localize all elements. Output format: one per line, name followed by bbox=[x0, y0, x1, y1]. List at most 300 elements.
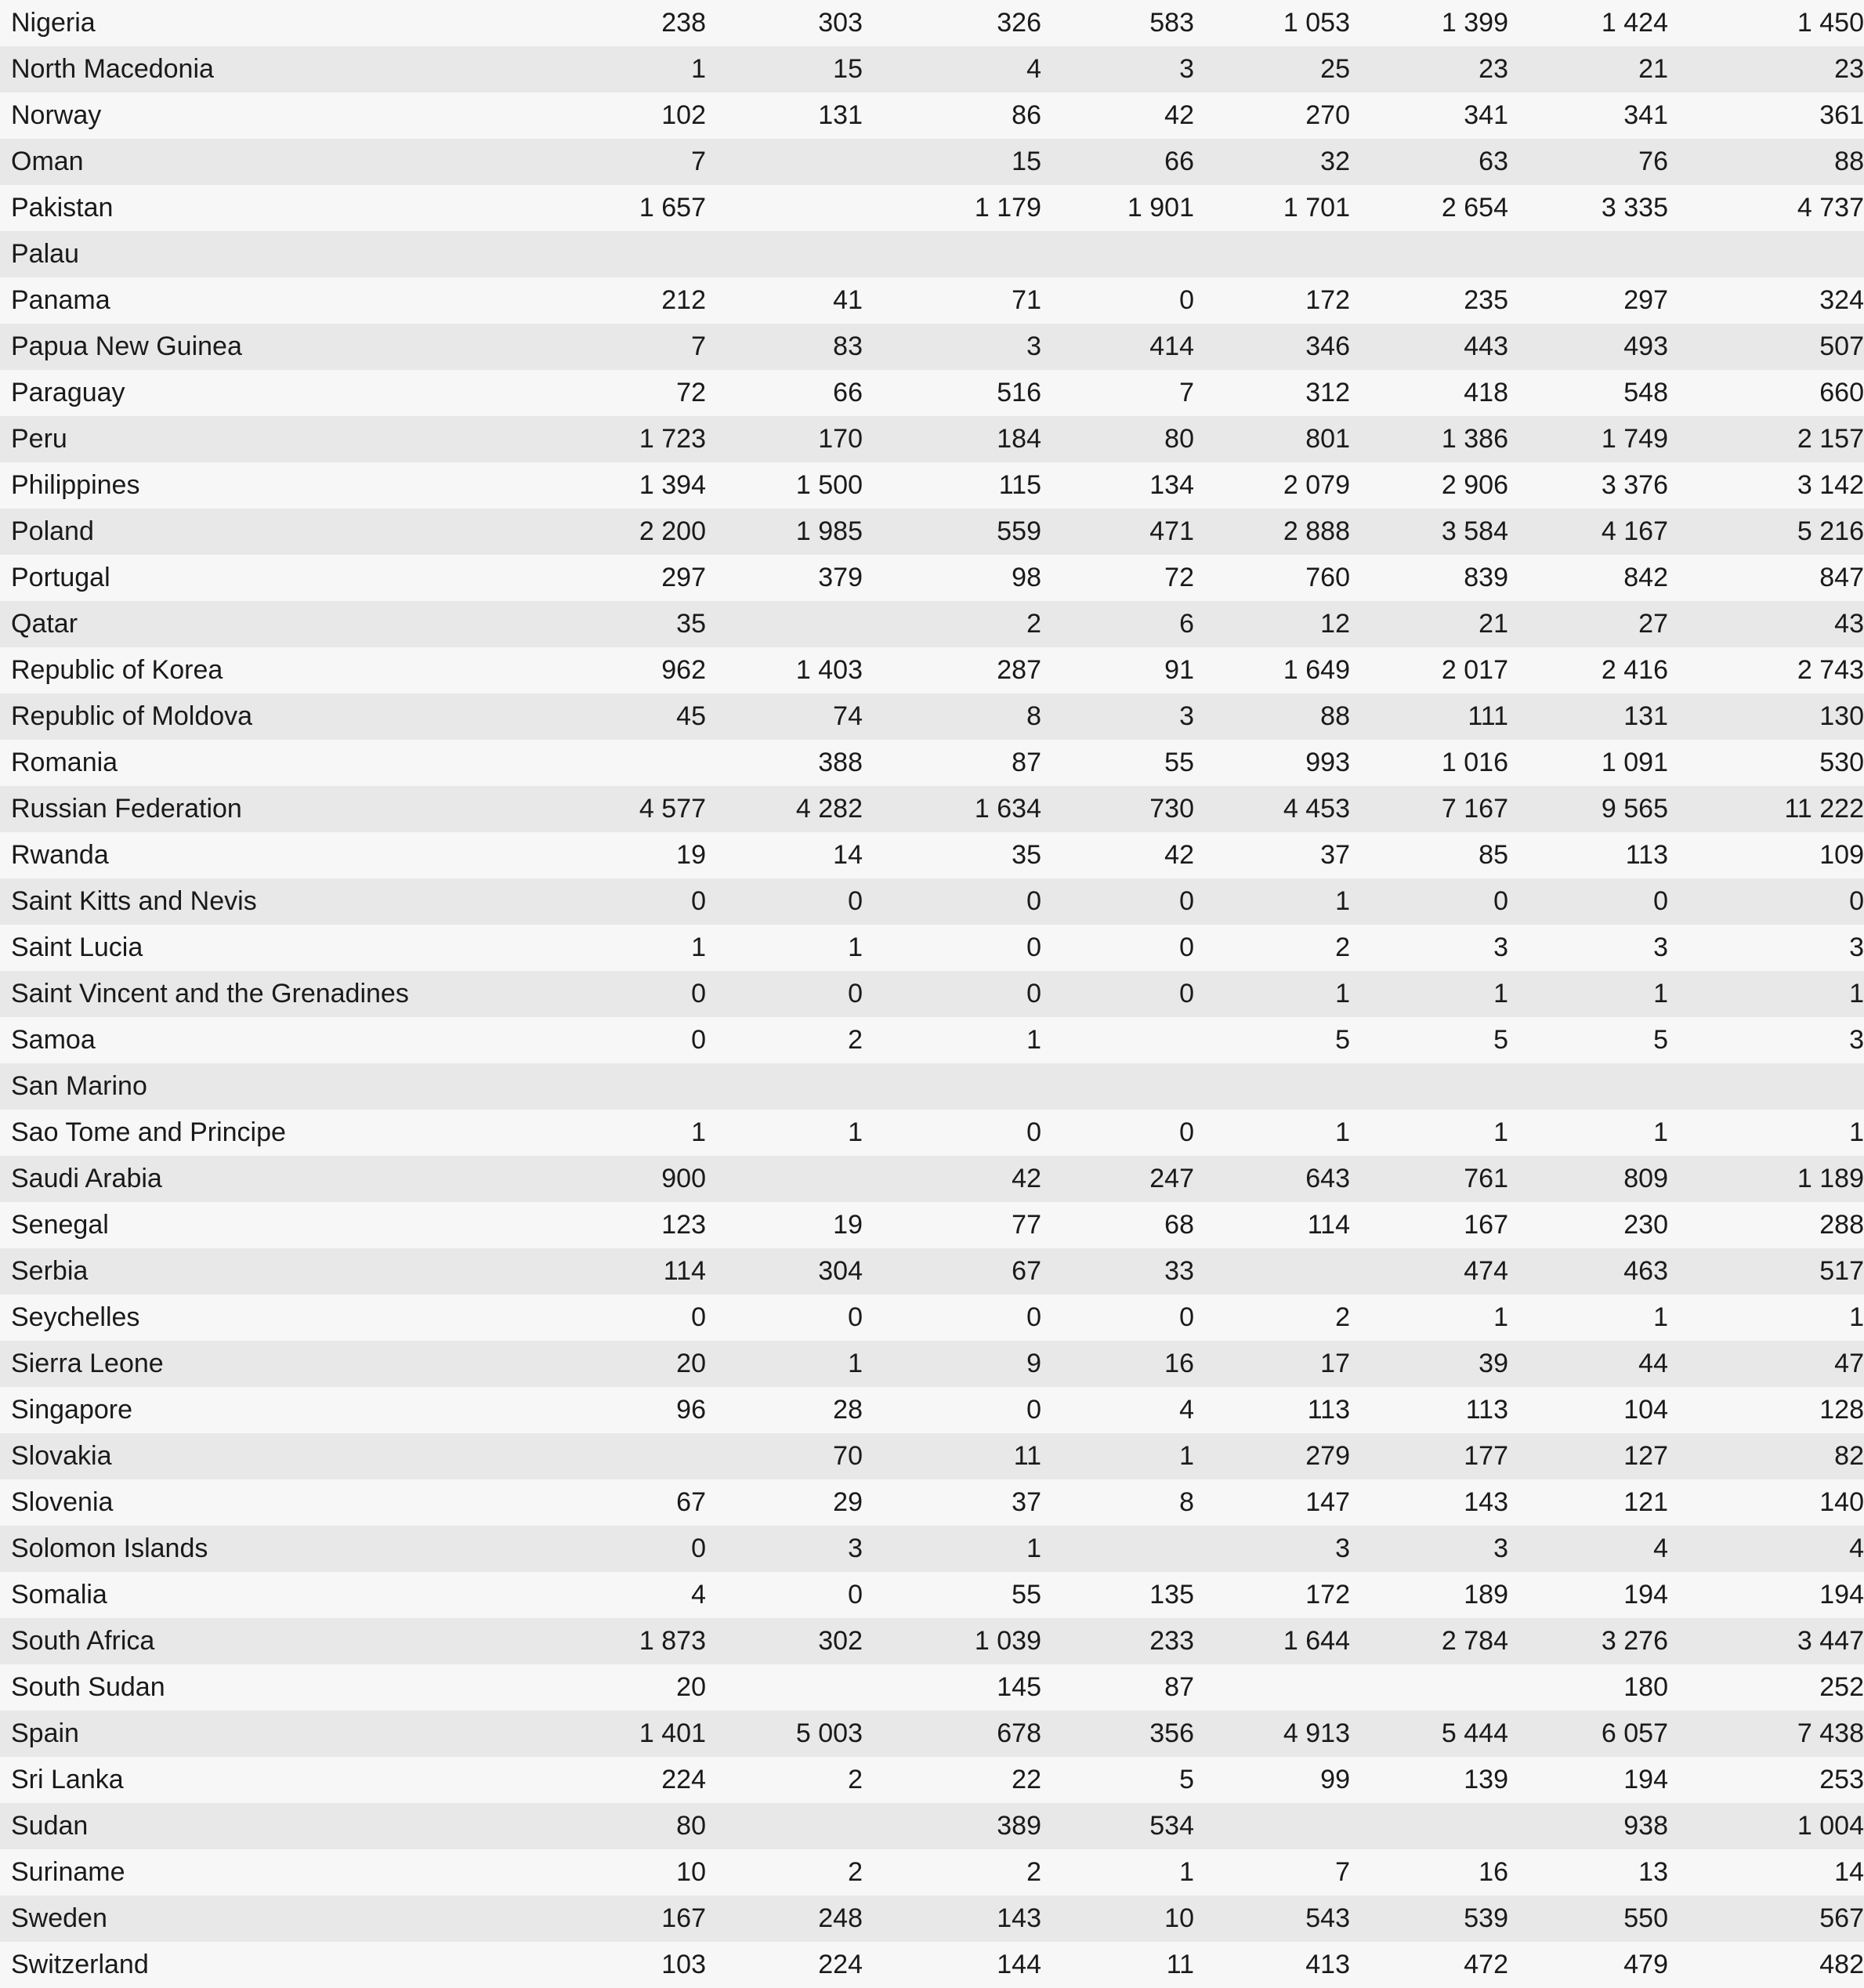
value-cell-col-5: 25 bbox=[1320, 54, 1350, 84]
value-cell-col-2: 14 bbox=[833, 840, 863, 870]
value-cell-col-2: 1 bbox=[848, 1349, 863, 1378]
country-name-cell: Serbia bbox=[11, 1256, 89, 1286]
value-cell-col-8: 2 157 bbox=[1797, 424, 1864, 454]
country-name-cell: South Africa bbox=[11, 1626, 155, 1656]
value-cell-col-1: 7 bbox=[691, 331, 706, 361]
value-cell-col-1: 0 bbox=[691, 886, 706, 916]
value-cell-col-6: 1 016 bbox=[1441, 748, 1508, 777]
value-cell-col-4: 5 bbox=[1179, 1765, 1194, 1794]
value-cell-col-1: 1 873 bbox=[639, 1626, 706, 1656]
value-cell-col-8: 3 447 bbox=[1797, 1626, 1864, 1656]
value-cell-col-5: 2 079 bbox=[1283, 470, 1350, 500]
value-cell-col-6: 39 bbox=[1479, 1349, 1508, 1378]
value-cell-col-5: 413 bbox=[1305, 1950, 1350, 1979]
value-cell-col-4: 0 bbox=[1179, 285, 1194, 315]
table-row bbox=[0, 786, 1864, 832]
value-cell-col-3: 0 bbox=[1026, 1302, 1041, 1332]
value-cell-col-1: 35 bbox=[676, 609, 706, 639]
value-cell-col-2: 170 bbox=[818, 424, 863, 454]
value-cell-col-3: 287 bbox=[997, 655, 1041, 685]
value-cell-col-7: 842 bbox=[1623, 563, 1668, 592]
value-cell-col-4: 0 bbox=[1179, 886, 1194, 916]
value-cell-col-1: 80 bbox=[676, 1811, 706, 1841]
value-cell-col-3: 1 bbox=[1026, 1534, 1041, 1563]
value-cell-col-2: 0 bbox=[848, 1580, 863, 1610]
value-cell-col-8: 507 bbox=[1819, 331, 1864, 361]
value-cell-col-4: 42 bbox=[1164, 100, 1194, 130]
country-name-cell: Sao Tome and Principe bbox=[11, 1117, 286, 1147]
table-row bbox=[0, 693, 1864, 740]
value-cell-col-1: 72 bbox=[676, 378, 706, 407]
value-cell-col-2: 224 bbox=[818, 1950, 863, 1979]
value-cell-col-2: 83 bbox=[833, 331, 863, 361]
value-cell-col-5: 1 bbox=[1335, 886, 1350, 916]
value-cell-col-2: 1 985 bbox=[795, 516, 863, 546]
value-cell-col-7: 341 bbox=[1623, 100, 1668, 130]
value-cell-col-6: 111 bbox=[1468, 701, 1508, 731]
value-cell-col-5: 4 913 bbox=[1283, 1718, 1350, 1748]
value-cell-col-8: 3 bbox=[1849, 932, 1864, 962]
value-cell-col-2: 379 bbox=[818, 563, 863, 592]
value-cell-col-8: 3 142 bbox=[1797, 470, 1864, 500]
value-cell-col-3: 0 bbox=[1026, 1117, 1041, 1147]
value-cell-col-2: 74 bbox=[833, 701, 863, 731]
value-cell-col-3: 0 bbox=[1026, 886, 1041, 916]
value-cell-col-6: 63 bbox=[1479, 147, 1508, 176]
value-cell-col-4: 68 bbox=[1164, 1210, 1194, 1240]
country-name-cell: Switzerland bbox=[11, 1950, 149, 1979]
value-cell-col-7: 3 276 bbox=[1601, 1626, 1668, 1656]
value-cell-col-2: 1 403 bbox=[795, 655, 863, 685]
value-cell-col-5: 801 bbox=[1305, 424, 1350, 454]
value-cell-col-2: 2 bbox=[848, 1765, 863, 1794]
value-cell-col-8: 1 450 bbox=[1797, 8, 1864, 38]
value-cell-col-1: 45 bbox=[676, 701, 706, 731]
value-cell-col-4: 471 bbox=[1149, 516, 1194, 546]
table-row bbox=[0, 555, 1864, 601]
value-cell-col-8: 252 bbox=[1819, 1672, 1864, 1702]
value-cell-col-6: 113 bbox=[1465, 1395, 1508, 1425]
value-cell-col-4: 0 bbox=[1179, 979, 1194, 1008]
value-cell-col-8: 128 bbox=[1819, 1395, 1864, 1425]
value-cell-col-1 bbox=[549, 1063, 706, 1110]
value-cell-col-5: 4 453 bbox=[1283, 794, 1350, 824]
value-cell-col-8: 47 bbox=[1834, 1349, 1864, 1378]
value-cell-col-5 bbox=[1194, 1248, 1350, 1295]
value-cell-col-7: 194 bbox=[1623, 1580, 1668, 1610]
table-row bbox=[0, 1803, 1864, 1849]
country-name-cell: Papua New Guinea bbox=[11, 331, 242, 361]
value-cell-col-2 bbox=[706, 139, 863, 185]
value-cell-col-6: 85 bbox=[1479, 840, 1508, 870]
value-cell-col-6: 2 017 bbox=[1441, 655, 1508, 685]
value-cell-col-4: 0 bbox=[1179, 1302, 1194, 1332]
value-cell-col-7: 4 167 bbox=[1601, 516, 1668, 546]
value-cell-col-2: 131 bbox=[818, 100, 863, 130]
value-cell-col-4: 247 bbox=[1149, 1164, 1194, 1193]
value-cell-col-6: 167 bbox=[1464, 1210, 1508, 1240]
value-cell-col-5: 147 bbox=[1305, 1487, 1350, 1517]
value-cell-col-2: 1 bbox=[848, 1117, 863, 1147]
value-cell-col-3: 143 bbox=[997, 1903, 1041, 1933]
value-cell-col-2 bbox=[706, 601, 863, 647]
value-cell-col-4: 6 bbox=[1179, 609, 1194, 639]
value-cell-col-3: 2 bbox=[1026, 1857, 1041, 1887]
table-row bbox=[0, 1757, 1864, 1803]
country-name-cell: Suriname bbox=[11, 1857, 125, 1887]
value-cell-col-8: 517 bbox=[1819, 1256, 1864, 1286]
value-cell-col-8: 1 189 bbox=[1797, 1164, 1864, 1193]
value-cell-col-3: 3 bbox=[1026, 331, 1041, 361]
value-cell-col-6: 5 444 bbox=[1441, 1718, 1508, 1748]
value-cell-col-6 bbox=[1350, 1803, 1508, 1849]
value-cell-col-4: 42 bbox=[1164, 840, 1194, 870]
value-cell-col-1: 2 200 bbox=[639, 516, 706, 546]
value-cell-col-6: 177 bbox=[1464, 1441, 1508, 1471]
value-cell-col-5: 270 bbox=[1305, 100, 1350, 130]
value-cell-col-3: 144 bbox=[997, 1950, 1041, 1979]
value-cell-col-6: 189 bbox=[1464, 1580, 1508, 1610]
value-cell-col-5: 99 bbox=[1320, 1765, 1350, 1794]
country-name-cell: Senegal bbox=[11, 1210, 109, 1240]
value-cell-col-7: 21 bbox=[1638, 54, 1668, 84]
value-cell-col-5: 543 bbox=[1305, 1903, 1350, 1933]
country-name-cell: Republic of Korea bbox=[11, 655, 223, 685]
value-cell-col-5: 5 bbox=[1335, 1025, 1350, 1055]
value-cell-col-3: 184 bbox=[997, 424, 1041, 454]
value-cell-col-3: 145 bbox=[997, 1672, 1041, 1702]
value-cell-col-4: 66 bbox=[1164, 147, 1194, 176]
value-cell-col-1: 67 bbox=[676, 1487, 706, 1517]
value-cell-col-7: 3 bbox=[1653, 932, 1668, 962]
value-cell-col-6: 1 bbox=[1493, 979, 1508, 1008]
value-cell-col-8: 109 bbox=[1819, 840, 1864, 870]
country-name-cell: Palau bbox=[11, 239, 79, 269]
value-cell-col-2: 1 500 bbox=[795, 470, 863, 500]
value-cell-col-8: 130 bbox=[1819, 701, 1864, 731]
value-cell-col-4: 1 901 bbox=[1127, 193, 1194, 223]
value-cell-col-3: 9 bbox=[1026, 1349, 1041, 1378]
value-cell-col-6: 3 bbox=[1493, 1534, 1508, 1563]
value-cell-col-5: 114 bbox=[1307, 1210, 1350, 1240]
table-row bbox=[0, 1711, 1864, 1757]
value-cell-col-3: 678 bbox=[997, 1718, 1041, 1748]
value-cell-col-5: 312 bbox=[1305, 378, 1350, 407]
value-cell-col-5: 760 bbox=[1305, 563, 1350, 592]
country-name-cell: Rwanda bbox=[11, 840, 109, 870]
value-cell-col-4: 80 bbox=[1164, 424, 1194, 454]
value-cell-col-3: 0 bbox=[1026, 979, 1041, 1008]
value-cell-col-8: 1 bbox=[1849, 1117, 1864, 1147]
country-name-cell: Slovenia bbox=[11, 1487, 114, 1517]
table-row bbox=[0, 92, 1864, 139]
value-cell-col-7: 9 565 bbox=[1601, 794, 1668, 824]
value-cell-col-4: 7 bbox=[1179, 378, 1194, 407]
value-cell-col-6: 2 654 bbox=[1441, 193, 1508, 223]
value-cell-col-7: 809 bbox=[1623, 1164, 1668, 1193]
value-cell-col-3 bbox=[863, 231, 1041, 277]
value-cell-col-8: 194 bbox=[1819, 1580, 1864, 1610]
value-cell-col-6: 23 bbox=[1479, 54, 1508, 84]
value-cell-col-5: 346 bbox=[1305, 331, 1350, 361]
value-cell-col-6: 839 bbox=[1464, 563, 1508, 592]
value-cell-col-3: 4 bbox=[1026, 54, 1041, 84]
value-cell-col-4: 87 bbox=[1164, 1672, 1194, 1702]
table-row bbox=[0, 1526, 1864, 1572]
value-cell-col-5: 172 bbox=[1305, 1580, 1350, 1610]
value-cell-col-2: 28 bbox=[833, 1395, 863, 1425]
value-cell-col-6: 3 bbox=[1493, 932, 1508, 962]
value-cell-col-1: 123 bbox=[661, 1210, 706, 1240]
value-cell-col-3: 37 bbox=[1012, 1487, 1041, 1517]
value-cell-col-7: 1 091 bbox=[1601, 748, 1668, 777]
value-cell-col-7: 2 416 bbox=[1601, 655, 1668, 685]
value-cell-col-7: 479 bbox=[1623, 1950, 1668, 1979]
value-cell-col-6: 539 bbox=[1464, 1903, 1508, 1933]
value-cell-col-4: 233 bbox=[1149, 1626, 1194, 1656]
value-cell-col-5: 1 644 bbox=[1283, 1626, 1350, 1656]
value-cell-col-7: 180 bbox=[1623, 1672, 1668, 1702]
value-cell-col-1: 102 bbox=[661, 100, 706, 130]
value-cell-col-1: 224 bbox=[661, 1765, 706, 1794]
value-cell-col-2 bbox=[706, 1664, 863, 1711]
value-cell-col-1 bbox=[549, 231, 706, 277]
value-cell-col-5: 993 bbox=[1305, 748, 1350, 777]
value-cell-col-7: 230 bbox=[1623, 1210, 1668, 1240]
value-cell-col-5: 1 053 bbox=[1283, 8, 1350, 38]
value-cell-col-6: 235 bbox=[1464, 285, 1508, 315]
value-cell-col-2: 5 003 bbox=[795, 1718, 863, 1748]
value-cell-col-3: 35 bbox=[1012, 840, 1041, 870]
country-name-cell: Slovakia bbox=[11, 1441, 112, 1471]
table-row bbox=[0, 1387, 1864, 1433]
value-cell-col-1: 0 bbox=[691, 1534, 706, 1563]
value-cell-col-2: 15 bbox=[833, 54, 863, 84]
value-cell-col-7: 113 bbox=[1625, 840, 1668, 870]
table-row bbox=[0, 1942, 1864, 1988]
table-row bbox=[0, 1063, 1864, 1110]
value-cell-col-3: 86 bbox=[1012, 100, 1041, 130]
value-cell-col-3: 559 bbox=[997, 516, 1041, 546]
value-cell-col-4: 0 bbox=[1179, 932, 1194, 962]
value-cell-col-8: 140 bbox=[1819, 1487, 1864, 1517]
value-cell-col-1: 10 bbox=[676, 1857, 706, 1887]
country-name-cell: Qatar bbox=[11, 609, 78, 639]
value-cell-col-3: 71 bbox=[1012, 285, 1041, 315]
value-cell-col-7: 13 bbox=[1638, 1857, 1668, 1887]
table-row bbox=[0, 277, 1864, 324]
value-cell-col-7: 493 bbox=[1623, 331, 1668, 361]
table-row bbox=[0, 1896, 1864, 1942]
table-row bbox=[0, 1110, 1864, 1156]
value-cell-col-6: 1 399 bbox=[1441, 8, 1508, 38]
value-cell-col-2: 4 282 bbox=[795, 794, 863, 824]
country-name-cell: Paraguay bbox=[11, 378, 125, 407]
value-cell-col-3: 15 bbox=[1012, 147, 1041, 176]
value-cell-col-4: 414 bbox=[1149, 331, 1194, 361]
value-cell-col-5: 1 bbox=[1335, 1117, 1350, 1147]
value-cell-col-7: 6 057 bbox=[1601, 1718, 1668, 1748]
value-cell-col-6: 5 bbox=[1493, 1025, 1508, 1055]
value-cell-col-8: 482 bbox=[1819, 1950, 1864, 1979]
table-row bbox=[0, 509, 1864, 555]
value-cell-col-5: 2 bbox=[1335, 1302, 1350, 1332]
value-cell-col-7: 463 bbox=[1623, 1256, 1668, 1286]
country-name-cell: Panama bbox=[11, 285, 110, 315]
country-name-cell: Solomon Islands bbox=[11, 1534, 208, 1563]
value-cell-col-7 bbox=[1508, 1063, 1668, 1110]
value-cell-col-6: 1 386 bbox=[1441, 424, 1508, 454]
value-cell-col-6: 761 bbox=[1464, 1164, 1508, 1193]
table-row bbox=[0, 139, 1864, 185]
value-cell-col-3: 42 bbox=[1012, 1164, 1041, 1193]
table-row bbox=[0, 1248, 1864, 1295]
value-cell-col-2: 66 bbox=[833, 378, 863, 407]
value-cell-col-2 bbox=[706, 1063, 863, 1110]
value-cell-col-6: 443 bbox=[1464, 331, 1508, 361]
value-cell-col-6: 418 bbox=[1464, 378, 1508, 407]
value-cell-col-5: 2 888 bbox=[1283, 516, 1350, 546]
value-cell-col-5: 643 bbox=[1305, 1164, 1350, 1193]
value-cell-col-4: 55 bbox=[1164, 748, 1194, 777]
value-cell-col-7: 104 bbox=[1623, 1395, 1668, 1425]
value-cell-col-6: 7 167 bbox=[1441, 794, 1508, 824]
value-cell-col-7: 938 bbox=[1623, 1811, 1668, 1841]
value-cell-col-7: 3 335 bbox=[1601, 193, 1668, 223]
value-cell-col-8: 847 bbox=[1819, 563, 1864, 592]
value-cell-col-5: 17 bbox=[1320, 1349, 1350, 1378]
country-name-cell: Sweden bbox=[11, 1903, 107, 1933]
value-cell-col-5: 1 649 bbox=[1283, 655, 1350, 685]
value-cell-col-2: 2 bbox=[848, 1025, 863, 1055]
table-row bbox=[0, 878, 1864, 925]
country-name-cell: Saint Kitts and Nevis bbox=[11, 886, 257, 916]
table-row bbox=[0, 1849, 1864, 1896]
country-name-cell: Sierra Leone bbox=[11, 1349, 164, 1378]
value-cell-col-3: 87 bbox=[1012, 748, 1041, 777]
value-cell-col-3: 326 bbox=[997, 8, 1041, 38]
value-cell-col-5: 3 bbox=[1335, 1534, 1350, 1563]
value-cell-col-1: 19 bbox=[676, 840, 706, 870]
value-cell-col-4: 1 bbox=[1179, 1857, 1194, 1887]
country-name-cell: Pakistan bbox=[11, 193, 114, 223]
country-name-cell: Republic of Moldova bbox=[11, 701, 253, 731]
value-cell-col-4: 4 bbox=[1179, 1395, 1194, 1425]
table-row bbox=[0, 740, 1864, 786]
value-cell-col-2: 0 bbox=[848, 1302, 863, 1332]
value-cell-col-5 bbox=[1194, 1664, 1350, 1711]
table-row bbox=[0, 0, 1864, 46]
value-cell-col-2: 248 bbox=[818, 1903, 863, 1933]
table-row bbox=[0, 185, 1864, 231]
value-cell-col-7: 1 bbox=[1653, 1117, 1668, 1147]
value-cell-col-2: 3 bbox=[848, 1534, 863, 1563]
value-cell-col-7: 44 bbox=[1638, 1349, 1668, 1378]
value-cell-col-7 bbox=[1508, 231, 1668, 277]
value-cell-col-7: 1 bbox=[1653, 1302, 1668, 1332]
value-cell-col-2 bbox=[706, 185, 863, 231]
value-cell-col-1: 297 bbox=[661, 563, 706, 592]
value-cell-col-7: 5 bbox=[1653, 1025, 1668, 1055]
table-row bbox=[0, 324, 1864, 370]
value-cell-col-2 bbox=[706, 1803, 863, 1849]
value-cell-col-5: 88 bbox=[1320, 701, 1350, 731]
value-cell-col-1: 1 401 bbox=[639, 1718, 706, 1748]
value-cell-col-6: 2 906 bbox=[1441, 470, 1508, 500]
table-row bbox=[0, 46, 1864, 92]
value-cell-col-7: 121 bbox=[1623, 1487, 1668, 1517]
table-row bbox=[0, 1433, 1864, 1479]
country-name-cell: Norway bbox=[11, 100, 102, 130]
country-name-cell: Samoa bbox=[11, 1025, 96, 1055]
value-cell-col-4: 3 bbox=[1179, 701, 1194, 731]
value-cell-col-5: 1 bbox=[1335, 979, 1350, 1008]
value-cell-col-5: 172 bbox=[1305, 285, 1350, 315]
value-cell-col-8: 660 bbox=[1819, 378, 1864, 407]
value-cell-col-7: 1 749 bbox=[1601, 424, 1668, 454]
table-row bbox=[0, 462, 1864, 509]
value-cell-col-4 bbox=[1041, 1526, 1194, 1572]
value-cell-col-1: 0 bbox=[691, 1302, 706, 1332]
country-name-cell: Saint Vincent and the Grenadines bbox=[11, 979, 409, 1008]
value-cell-col-5: 37 bbox=[1320, 840, 1350, 870]
value-cell-col-8: 3 bbox=[1849, 1025, 1864, 1055]
value-cell-col-6: 341 bbox=[1464, 100, 1508, 130]
value-cell-col-6: 474 bbox=[1464, 1256, 1508, 1286]
value-cell-col-8: 5 216 bbox=[1797, 516, 1864, 546]
value-cell-col-1: 1 bbox=[691, 932, 706, 962]
value-cell-col-8: 11 222 bbox=[1784, 794, 1864, 824]
value-cell-col-1: 20 bbox=[676, 1672, 706, 1702]
value-cell-col-4: 10 bbox=[1164, 1903, 1194, 1933]
value-cell-col-2: 388 bbox=[818, 748, 863, 777]
table-row bbox=[0, 1341, 1864, 1387]
value-cell-col-2: 70 bbox=[833, 1441, 863, 1471]
value-cell-col-8: 0 bbox=[1849, 886, 1864, 916]
value-cell-col-4: 3 bbox=[1179, 54, 1194, 84]
value-cell-col-8: 253 bbox=[1819, 1765, 1864, 1794]
value-cell-col-8: 23 bbox=[1834, 54, 1864, 84]
value-cell-col-8: 7 438 bbox=[1797, 1718, 1864, 1748]
country-name-cell: Saudi Arabia bbox=[11, 1164, 162, 1193]
value-cell-col-4: 11 bbox=[1166, 1950, 1194, 1979]
country-name-cell: Romania bbox=[11, 748, 118, 777]
value-cell-col-3: 0 bbox=[1026, 1395, 1041, 1425]
value-cell-col-3: 115 bbox=[998, 470, 1041, 500]
value-cell-col-6: 0 bbox=[1493, 886, 1508, 916]
value-cell-col-4: 135 bbox=[1149, 1580, 1194, 1610]
value-cell-col-7: 127 bbox=[1623, 1441, 1668, 1471]
value-cell-col-2: 304 bbox=[818, 1256, 863, 1286]
value-cell-col-4: 16 bbox=[1164, 1349, 1194, 1378]
value-cell-col-2: 0 bbox=[848, 886, 863, 916]
value-cell-col-2: 19 bbox=[833, 1210, 863, 1240]
value-cell-col-8: 361 bbox=[1819, 100, 1864, 130]
value-cell-col-1: 0 bbox=[691, 979, 706, 1008]
value-cell-col-8: 530 bbox=[1819, 748, 1864, 777]
table-row bbox=[0, 370, 1864, 416]
value-cell-col-6: 21 bbox=[1479, 609, 1508, 639]
value-cell-col-4: 91 bbox=[1164, 655, 1194, 685]
value-cell-col-1: 212 bbox=[661, 285, 706, 315]
table-row bbox=[0, 1664, 1864, 1711]
value-cell-col-8 bbox=[1668, 1063, 1864, 1110]
value-cell-col-4: 583 bbox=[1149, 8, 1194, 38]
value-cell-col-3: 8 bbox=[1026, 701, 1041, 731]
country-name-cell: Seychelles bbox=[11, 1302, 140, 1332]
value-cell-col-6: 1 bbox=[1493, 1302, 1508, 1332]
value-cell-col-6: 3 584 bbox=[1441, 516, 1508, 546]
